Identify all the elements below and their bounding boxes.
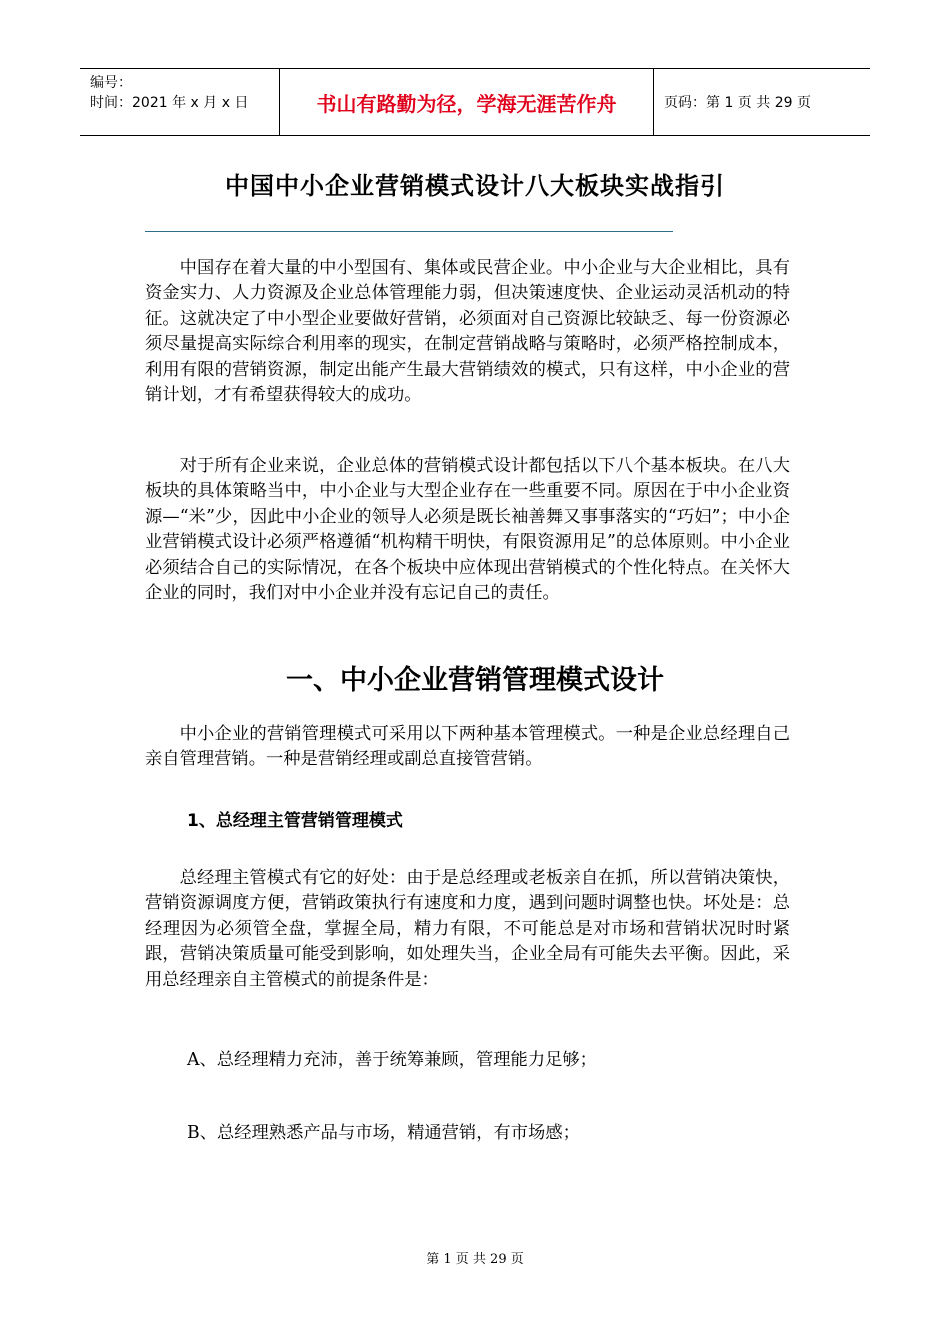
title-divider [145,231,673,232]
number-label: 编号： [90,75,132,91]
page-info: 页码：第 1 页 共 29 页 [664,95,811,111]
motto-text: 书山有路勤为径，学海无涯苦作舟 [316,91,617,116]
intro-paragraph-1: 中国存在着大量的中小型国有、集体或民营企业。中小企业与大企业相比，具有资金实力、人力资源及企业总体管理能力弱，但决策速度快、企业运动灵活机动的特征。这就决定了中小型企业要做好营销，必须面对自己资源比较缺乏、每一份资源必须尽量提高实际综合利用率的现实，在制定营销战略与策略时，必须严格控制成本，利用有限的营销资源，制定出能产生最大营销绩效的模式，只有这样，中小企业的营销计划，才有希望获得较大的成功。 [145,258,790,406]
page-footer: 第 1 页 共 29 页 [426,1252,524,1267]
time-label: 时间：2021 年 x 月 x 日 [90,95,249,111]
condition-item-b: B、总经理熟悉产品与市场，精通营销，有市场感； [187,1123,580,1143]
intro-paragraph-2: 对于所有企业来说，企业总体的营销模式设计都包括以下八个基本板块。在八大板块的具体策略当中，中小企业与大型企业存在一些重要不同。原因在于中小企业资源—“米”少，因此中小企业的领导人必须是既长袖善舞又事事落实的“巧妇”；中小企业营销模式设计必须严格遵循“机构精干明快，有限资源用足”的总体原则。中小企业必须结合自己的实际情况，在各个板块中应体现出营销模式的个性化特点。在关怀大企业的同时，我们对中小企业并没有忘记自己的责任。 [145,456,790,604]
section1-paragraph: 中小企业的营销管理模式可采用以下两种基本管理模式。一种是企业总经理自己亲自管理营销。一种是营销经理或副总直接管营销。 [145,724,790,770]
header-motto-cell [280,69,654,135]
condition-item-a: A、总经理精力充沛，善于统筹兼顾，管理能力足够； [187,1050,597,1070]
document-title: 中国中小企业营销模式设计八大板块实战指引 [225,171,725,200]
header-left-cell [80,69,280,135]
header-table [80,68,870,136]
header-page-cell [654,69,870,135]
section-heading-1: 一、中小企业营销管理模式设计 [286,665,664,696]
subsection1-paragraph: 总经理主管模式有它的好处：由于是总经理或老板亲自在抓，所以营销决策快，营销资源调度方便，营销政策执行有速度和力度，遇到问题时调整也快。坏处是：总经理因为必须管全盘，掌握全局，精力有限，不可能总是对市场和营销状况时时紧跟，营销决策质量可能受到影响，如处理失当，企业全局有可能失去平衡。因此，采用总经理亲自主管模式的前提条件是： [145,868,790,990]
subsection-heading-1: 1、总经理主管营销管理模式 [187,811,403,831]
